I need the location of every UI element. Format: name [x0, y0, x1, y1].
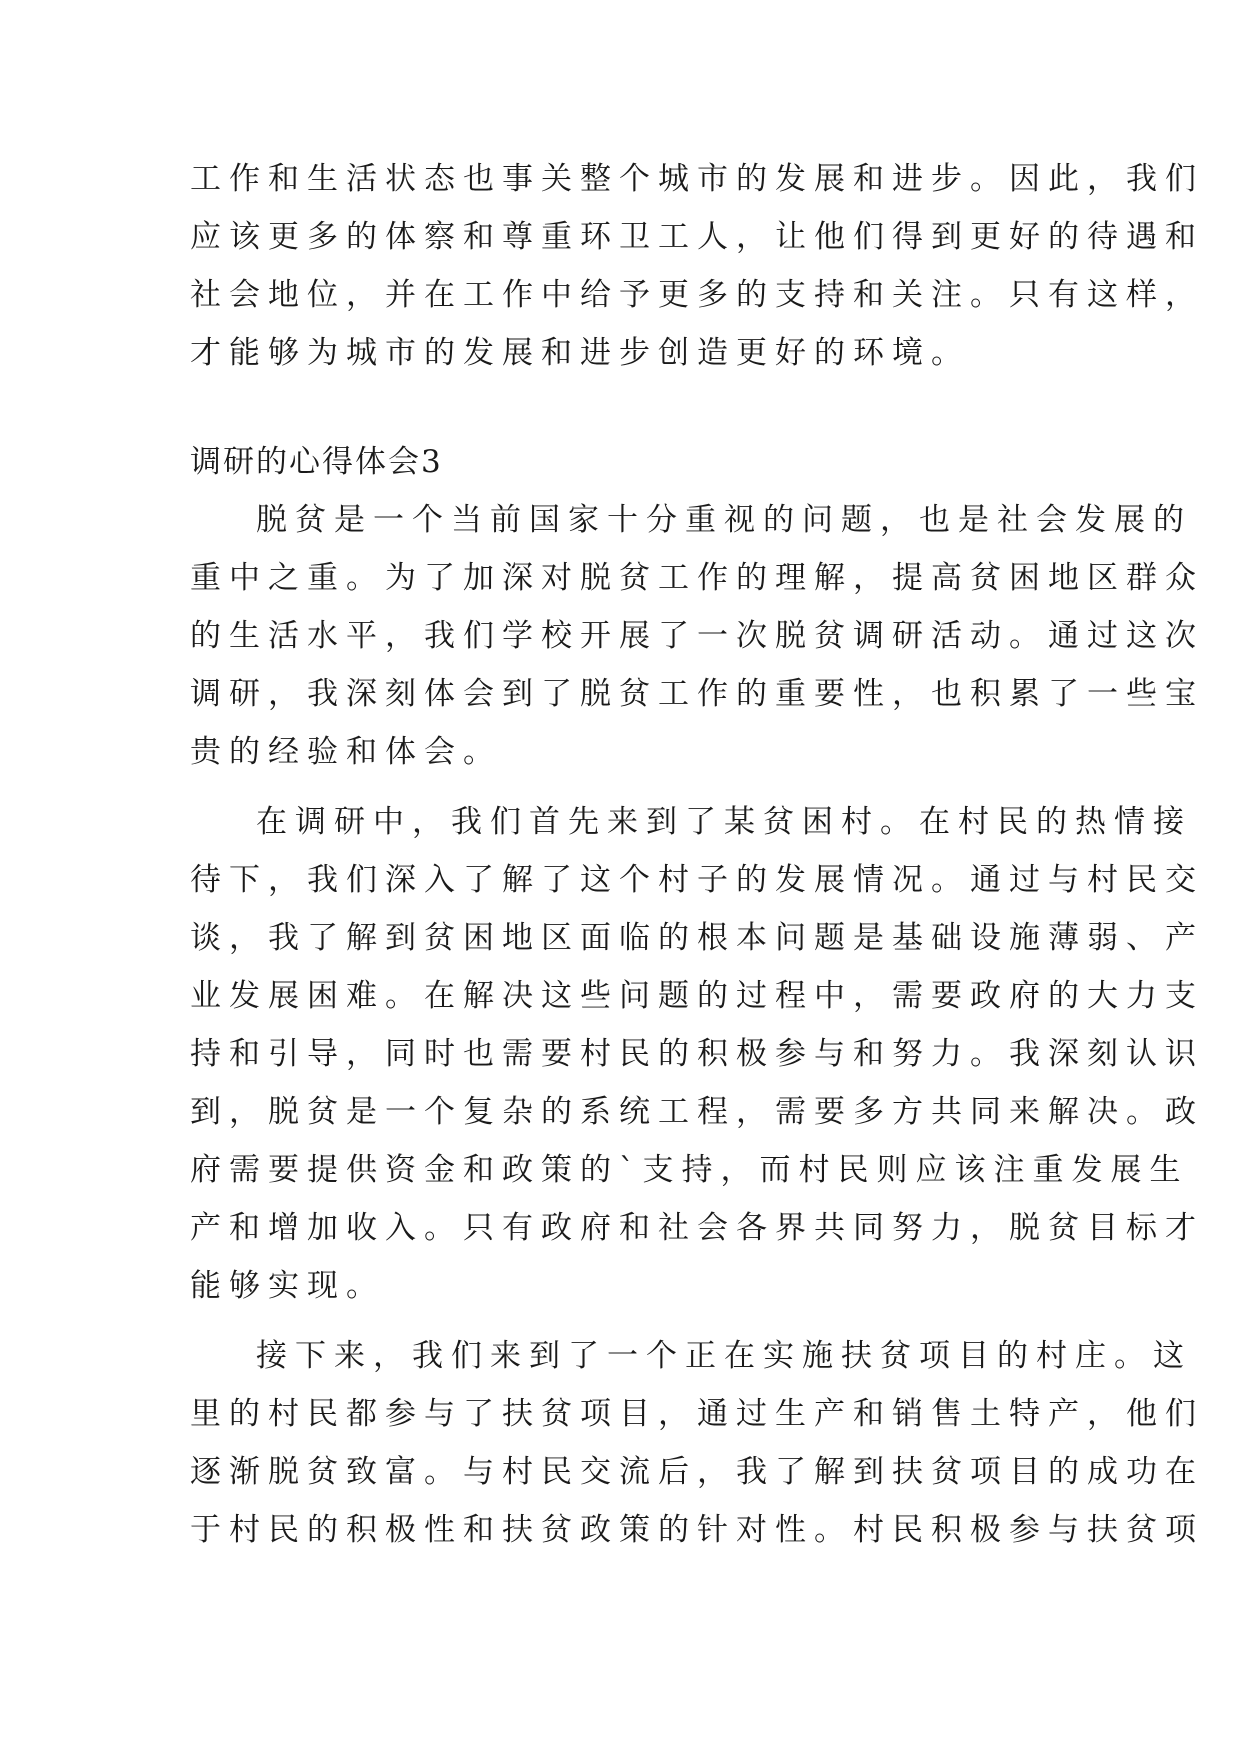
- document-page: [190, 150, 1204, 1559]
- text-line: 贵的经验和体会。: [190, 734, 502, 770]
- text-line: 里的村民都参与了扶贫项目，通过生产和销售土特产，他们: [190, 1396, 1204, 1432]
- text-line: 脱贫是一个当前国家十分重视的问题，也是社会发展的: [256, 502, 1192, 538]
- text-line: 在调研中，我们首先来到了某贫困村。在村民的热情接: [256, 804, 1192, 840]
- paragraph-3: [190, 1327, 1204, 1559]
- text-line: 于村民的积极性和扶贫政策的针对性。村民积极参与扶贫项: [190, 1512, 1204, 1548]
- text-line: 业发展困难。在解决这些问题的过程中，需要政府的大力支: [190, 978, 1204, 1014]
- paragraph-2: [190, 793, 1204, 1315]
- text-line: 工作和生活状态也事关整个城市的发展和进步。因此，我们: [190, 161, 1204, 197]
- text-line: 的生活水平，我们学校开展了一次脱贫调研活动。通过这次: [190, 618, 1204, 654]
- text-line: 持和引导，同时也需要村民的积极参与和努力。我深刻认识: [190, 1036, 1204, 1072]
- text-line: 到，脱贫是一个复杂的系统工程，需要多方共同来解决。政: [190, 1094, 1204, 1130]
- text-line: 接下来，我们来到了一个正在实施扶贫项目的村庄。这: [256, 1338, 1192, 1374]
- text-line: 重中之重。为了加深对脱贫工作的理解，提高贫困地区群众: [190, 560, 1204, 596]
- text-line: 能够实现。: [190, 1268, 385, 1304]
- intro-paragraph: [190, 150, 1204, 382]
- text-line: 府需要提供资金和政策的`支持，而村民则应该注重发展生: [190, 1152, 1189, 1188]
- text-line: 才能够为城市的发展和进步创造更好的环境。: [190, 335, 970, 371]
- text-line: 产和增加收入。只有政府和社会各界共同努力，脱贫目标才: [190, 1210, 1204, 1246]
- text-line: 应该更多的体察和尊重环卫工人，让他们得到更好的待遇和: [190, 219, 1204, 255]
- text-line: 待下，我们深入了解了这个村子的发展情况。通过与村民交: [190, 862, 1204, 898]
- text-line: 谈，我了解到贫困地区面临的根本问题是基础设施薄弱、产: [190, 920, 1204, 956]
- text-line: 社会地位，并在工作中给予更多的支持和关注。只有这样，: [190, 277, 1204, 313]
- paragraph-1: [190, 491, 1204, 781]
- text-line: 调研，我深刻体会到了脱贫工作的重要性，也积累了一些宝: [190, 676, 1204, 712]
- text-line: 逐渐脱贫致富。与村民交流后，我了解到扶贫项目的成功在: [190, 1454, 1204, 1490]
- section-heading: 调研的心得体会3: [190, 444, 443, 480]
